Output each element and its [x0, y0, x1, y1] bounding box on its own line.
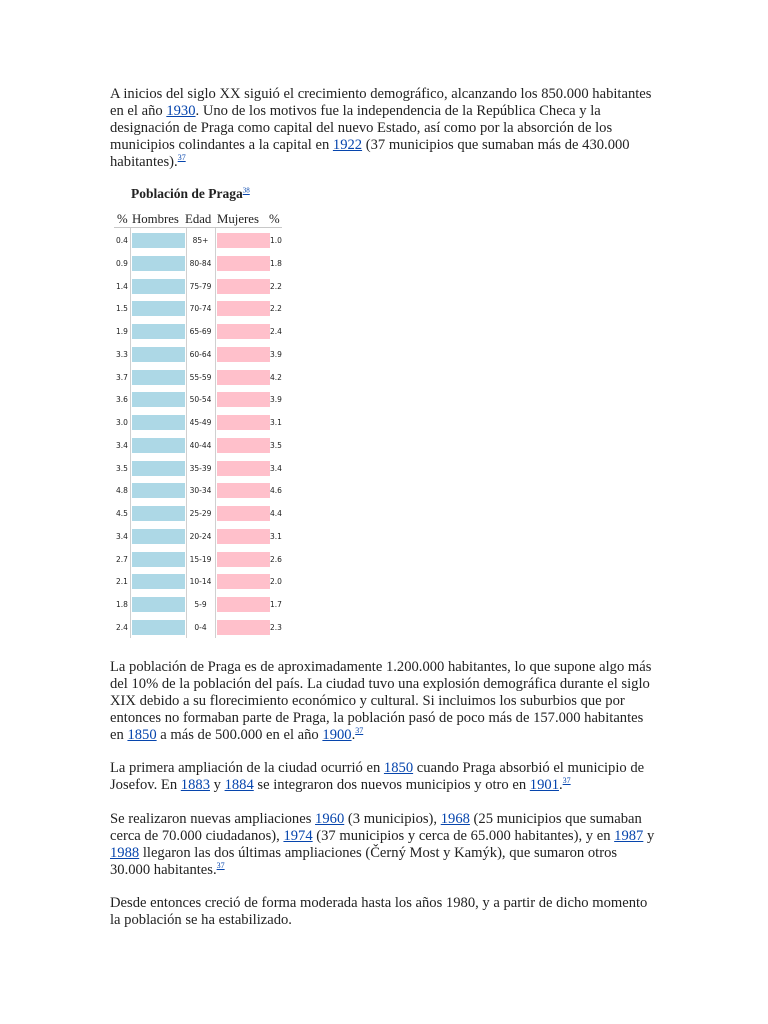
- men-bar: [132, 301, 185, 316]
- men-percent-label: 0.4: [116, 236, 128, 245]
- paragraph-stabilization: [110, 895, 655, 929]
- age-group-label: 40-44: [189, 441, 212, 450]
- women-percent-label: 3.1: [270, 532, 282, 541]
- women-bar: [217, 415, 270, 430]
- men-percent-label: 3.5: [116, 464, 128, 473]
- paragraph-text: (3 municipios),: [344, 811, 441, 827]
- women-bar: [217, 347, 270, 362]
- women-percent-label: 2.3: [270, 623, 282, 632]
- men-bar: [132, 415, 185, 430]
- women-bar: [217, 233, 270, 248]
- age-group-label: 15-19: [189, 555, 212, 564]
- age-group-label: 65-69: [189, 327, 212, 336]
- age-group-label: 60-64: [189, 350, 212, 359]
- paragraph-text: .: [351, 727, 356, 743]
- women-bar: [217, 324, 270, 339]
- paragraph-text: Se realizaron nuevas ampliaciones: [110, 811, 316, 827]
- men-percent-label: 3.4: [116, 441, 128, 450]
- age-group-label: 5-9: [194, 600, 207, 609]
- men-percent-label: 3.7: [116, 373, 128, 382]
- paragraph-text: se integraron dos nuevos municipios y otro en: [253, 777, 530, 793]
- paragraph-text: y: [643, 828, 655, 844]
- link-1960[interactable]: 1960: [315, 811, 345, 827]
- men-percent-label: 3.6: [116, 395, 128, 404]
- paragraph-text: y: [209, 777, 225, 793]
- women-bar: [217, 552, 270, 567]
- age-group-label: 35-39: [189, 464, 212, 473]
- paragraph-text: cuando Praga absorbió el municipio de Josefov. En: [110, 760, 645, 793]
- men-bar: [132, 324, 185, 339]
- paragraph-later-expansions: [110, 811, 655, 879]
- women-bar: [217, 256, 270, 271]
- link-1884[interactable]: 1884: [224, 777, 254, 793]
- paragraph-first-expansion: [110, 760, 655, 794]
- reference-link[interactable]: 37: [562, 776, 571, 786]
- women-percent-label: 4.2: [270, 373, 282, 382]
- women-bar: [217, 620, 270, 635]
- women-percent-label: 2.2: [270, 304, 282, 313]
- women-percent-label: 3.5: [270, 441, 282, 450]
- women-bar: [217, 438, 270, 453]
- header-women: Mujeres: [217, 212, 259, 226]
- women-percent-label: 2.4: [270, 327, 282, 336]
- paragraph-text: A inicios del siglo XX siguió el crecimiento demográfico, alcanzando los 850.000 habitantes en el año: [110, 86, 652, 119]
- women-percent-label: 1.7: [270, 600, 282, 609]
- paragraph-text: La primera ampliación de la ciudad ocurrió en: [110, 760, 384, 776]
- paragraph-text: (37 municipios que sumaban más de 430.000 habitantes).: [110, 137, 630, 170]
- men-bar: [132, 483, 185, 498]
- women-percent-label: 4.6: [270, 486, 282, 495]
- paragraph-text: llegaron las dos últimas ampliaciones (Černý Most y Kamýk), que sumaron otros 30.000 habitantes.: [110, 845, 618, 878]
- men-percent-label: 1.8: [116, 600, 128, 609]
- link-1987[interactable]: 1987: [614, 828, 644, 844]
- chart-reference-link[interactable]: 38: [242, 186, 250, 195]
- paragraph-text: (25 municipios que sumaban cerca de 70.000 ciudadanos),: [110, 811, 642, 844]
- header-percent-left: %: [117, 212, 128, 226]
- women-bar: [217, 461, 270, 476]
- men-bar: [132, 438, 185, 453]
- women-percent-label: 4.4: [270, 509, 282, 518]
- age-group-label: 25-29: [189, 509, 212, 518]
- reference-link[interactable]: 37: [177, 153, 186, 163]
- women-percent-label: 3.9: [270, 350, 282, 359]
- women-bar: [217, 529, 270, 544]
- men-percent-label: 1.9: [116, 327, 128, 336]
- men-bar: [132, 256, 185, 271]
- link-1850[interactable]: 1850: [127, 727, 157, 743]
- link-1901[interactable]: 1901: [529, 777, 559, 793]
- women-bar: [217, 301, 270, 316]
- women-percent-label: 2.0: [270, 577, 282, 586]
- age-group-label: 10-14: [189, 577, 212, 586]
- link-1900[interactable]: 1900: [322, 727, 352, 743]
- paragraph-text: La población de Praga es de aproximadamente 1.200.000 habitantes, lo que supone algo más del 10% de la población del país. La ciudad tuvo una explosión demográfica durante el siglo XIX debido a su florecimiento económico y cultural. Si incluimos los suburbios que por entonces no formaban parte de Praga, la población pasó de poco más de 157.000 habitantes en: [110, 659, 652, 743]
- link-1850[interactable]: 1850: [383, 760, 414, 776]
- men-bar: [132, 233, 185, 248]
- women-bar: [217, 597, 270, 612]
- header-percent-right: %: [269, 212, 280, 226]
- age-group-label: 55-59: [189, 373, 212, 382]
- women-bar: [217, 483, 270, 498]
- men-percent-label: 4.8: [116, 486, 128, 495]
- link-1883[interactable]: 1883: [180, 777, 210, 793]
- women-bar: [217, 392, 270, 407]
- paragraph-text: (37 municipios y cerca de 65.000 habitantes), y en: [312, 828, 615, 844]
- men-percent-label: 4.5: [116, 509, 128, 518]
- women-bar: [217, 370, 270, 385]
- men-percent-label: 2.4: [116, 623, 128, 632]
- link-1988[interactable]: 1988: [110, 845, 140, 861]
- women-bar: [217, 506, 270, 521]
- women-percent-label: 2.6: [270, 555, 282, 564]
- chart-title-text: Población de Praga: [131, 186, 243, 201]
- men-percent-label: 2.7: [116, 555, 128, 564]
- link-1930[interactable]: 1930: [166, 103, 196, 119]
- age-group-label: 30-34: [189, 486, 212, 495]
- men-percent-label: 1.5: [116, 304, 128, 313]
- age-group-label: 50-54: [189, 395, 212, 404]
- paragraph-population: [110, 659, 655, 744]
- women-bar: [217, 279, 270, 294]
- men-percent-label: 3.3: [116, 350, 128, 359]
- men-bar: [132, 529, 185, 544]
- reference-link[interactable]: 37: [355, 726, 364, 736]
- age-group-label: 85+: [192, 236, 209, 245]
- women-percent-label: 3.1: [270, 418, 282, 427]
- link-1968[interactable]: 1968: [440, 811, 470, 827]
- men-bar: [132, 506, 185, 521]
- age-group-label: 45-49: [189, 418, 212, 427]
- men-bar: [132, 461, 185, 476]
- paragraph-text: Desde entonces creció de forma moderada hasta los años 1980, y a partir de dicho momento la población se ha estabilizado.: [110, 895, 648, 928]
- women-percent-label: 1.8: [270, 259, 282, 268]
- men-bar: [132, 370, 185, 385]
- age-group-label: 80-84: [189, 259, 212, 268]
- men-bar: [132, 279, 185, 294]
- age-group-label: 70-74: [189, 304, 212, 313]
- men-percent-label: 0.9: [116, 259, 128, 268]
- men-bar: [132, 347, 185, 362]
- men-percent-label: 2.1: [116, 577, 128, 586]
- link-1974[interactable]: 1974: [283, 828, 313, 844]
- men-bar: [132, 392, 185, 407]
- women-percent-label: 3.4: [270, 464, 282, 473]
- header-age: Edad: [185, 212, 212, 226]
- paragraph-text: . Uno de los motivos fue la independencia de la República Checa y la designación de Praga como capital del nuevo Estado, así como por la absorción de los municipios colindantes a la capital en: [110, 103, 613, 153]
- men-bar: [132, 620, 185, 635]
- paragraph-text: .: [558, 777, 563, 793]
- women-bar: [217, 574, 270, 589]
- women-percent-label: 2.2: [270, 282, 282, 291]
- link-1922[interactable]: 1922: [332, 137, 363, 153]
- women-percent-label: 1.0: [270, 236, 282, 245]
- men-percent-label: 3.0: [116, 418, 128, 427]
- men-percent-label: 3.4: [116, 532, 128, 541]
- women-percent-label: 3.9: [270, 395, 282, 404]
- age-group-label: 0-4: [194, 623, 207, 632]
- age-group-label: 20-24: [189, 532, 212, 541]
- age-group-label: 75-79: [189, 282, 212, 291]
- men-percent-label: 1.4: [116, 282, 128, 291]
- men-bar: [132, 597, 185, 612]
- header-men: Hombres: [132, 212, 179, 226]
- men-bar: [132, 552, 185, 567]
- reference-link[interactable]: 37: [216, 861, 225, 871]
- men-bar: [132, 574, 185, 589]
- paragraph-text: a más de 500.000 en el año: [156, 727, 323, 743]
